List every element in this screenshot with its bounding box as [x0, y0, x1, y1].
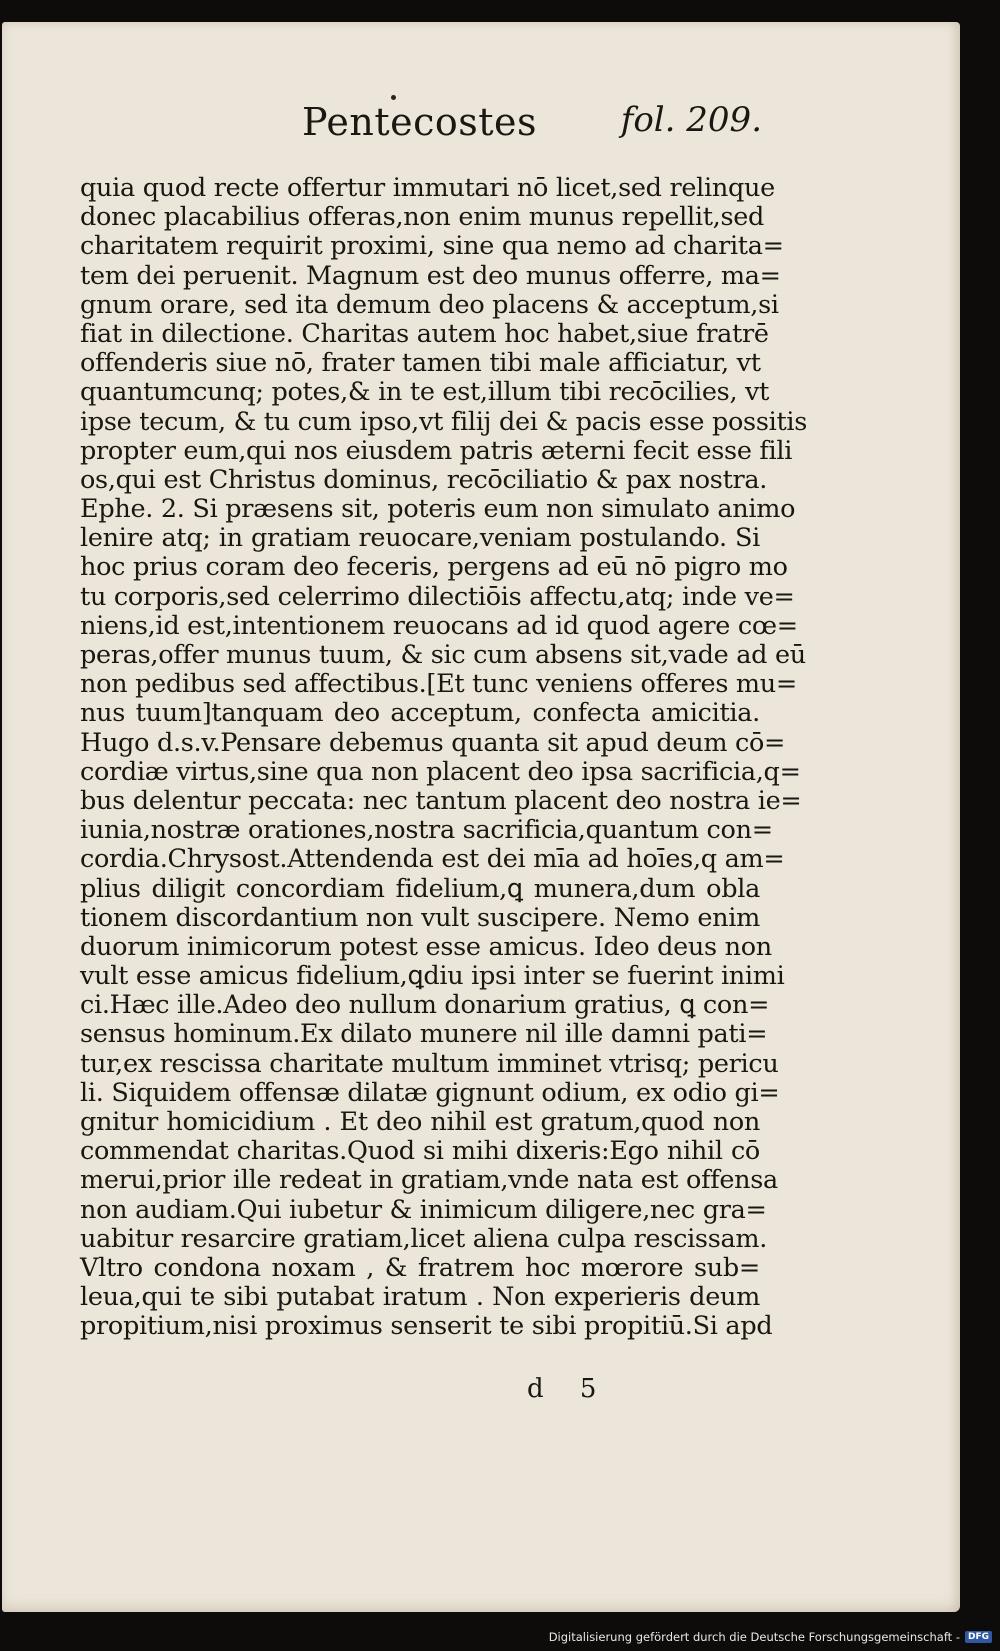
- text-line: hoc prius coram deo feceris, pergens ad eū nō pigro mo: [80, 552, 788, 583]
- text-line: commendat charitas.Quod si mihi dixeris:Ego nihil cō: [80, 1136, 760, 1167]
- text-line: charitatem requirit proximi, sine qua nemo ad charita=: [80, 231, 784, 262]
- text-line: non pedibus sed affectibus.[Et tunc veniens offeres mu=: [80, 669, 797, 700]
- text-line: os,qui est Christus dominus, recōciliatio & pax nostra.: [80, 464, 768, 495]
- text-line: tur,ex rescissa charitate multum imminet vtrisq; pericu: [80, 1048, 779, 1079]
- text-line: vult esse amicus fidelium,ꝗdiu ipsi inter se fuerint inimi: [80, 961, 785, 992]
- text-line: Ephe. 2. Si præsens sit, poteris eum non simulato animo: [80, 494, 796, 525]
- dfg-logo: DFG: [965, 1631, 992, 1643]
- text-line: gnitur homicidium . Et deo nihil est gratum,quod non: [80, 1107, 760, 1137]
- text-line: lenire atq; in gratiam reuocare,veniam postulando. Si: [80, 523, 760, 554]
- text-line: uabitur resarcire gratiam,licet aliena culpa rescissam.: [80, 1223, 768, 1254]
- text-line: niens,id est,intentionem reuocans ad id quod agere cœ=: [80, 610, 798, 641]
- text-line: offenderis siue nō, frater tamen tibi male afficiatur, vt: [80, 348, 761, 379]
- body-text: [80, 173, 808, 1342]
- text-line: plius diligit concordiam fidelium,ꝗ munera,dum obla: [80, 873, 760, 904]
- text-line: iunia,nostræ orationes,nostra sacrificia,quantum con=: [80, 815, 773, 846]
- text-line: cordia.Chrysost.Attendenda est dei mīa ad hoīes,q am=: [80, 844, 785, 875]
- text-line: nus tuum]tanquam deo acceptum, confecta amicitia.: [80, 698, 760, 729]
- page-header: [302, 100, 762, 160]
- text-line: tu corporis,sed celerrimo dilectiōis affectu,atq; inde ve=: [80, 581, 795, 612]
- text-line: donec placabilius offeras,non enim munus repellit,sed: [80, 202, 765, 233]
- text-line: duorum inimicorum potest esse amicus. Ideo deus non: [80, 931, 772, 962]
- text-line: Vltro condona noxam , & fratrem hoc mœrore sub=: [80, 1252, 760, 1283]
- text-line: merui,prior ille redeat in gratiam,vnde nata est offensa: [80, 1165, 778, 1196]
- text-line: li. Siquidem offensæ dilatæ gignunt odium, ex odio gi=: [80, 1077, 780, 1108]
- text-line: non audiam.Qui iubetur & inimicum diligere,nec gra=: [80, 1194, 767, 1225]
- text-line: ci.Hæc ille.Adeo deo nullum donarium gratius, ꝗ con=: [80, 990, 770, 1021]
- text-line: peras,offer munus tuum, & sic cum absens sit,vade ad eū: [80, 640, 806, 670]
- text-line: tem dei peruenit. Magnum est deo munus offerre, ma=: [80, 260, 781, 291]
- text-line: gnum orare, sed ita demum deo placens & acceptum,si: [80, 289, 779, 320]
- text-line: propitium,nisi proximus senserit te sibi propitiū.Si apd: [80, 1311, 773, 1342]
- text-line: tionem discordantium non vult suscipere. Nemo enim: [80, 902, 760, 933]
- book-page: [2, 22, 960, 1612]
- text-line: leua,qui te sibi putabat iratum . Non experieris deum: [80, 1282, 760, 1313]
- text-line: fiat in dilectione. Charitas autem hoc habet,siue fratrē: [80, 318, 769, 349]
- text-line: cordiæ virtus,sine qua non placent deo ipsa sacrificia,q=: [80, 756, 801, 787]
- text-line: sensus hominum.Ex dilato munere nil ille damni pati=: [80, 1019, 768, 1050]
- folio-number: fol. 209.: [620, 100, 762, 140]
- running-title: Pentecostes: [302, 100, 538, 144]
- text-line: quantumcunq; potes,& in te est,illum tibi recōcilies, vt: [80, 377, 770, 408]
- digitization-credit: [549, 1628, 992, 1646]
- text-line: ipse tecum, & tu cum ipso,vt filij dei & pacis esse possitis: [80, 406, 808, 437]
- text-line: quia quod recte offertur immutari nō licet,sed relinque: [80, 173, 775, 203]
- credit-text: Digitalisierung gefördert durch die Deutsche Forschungsgemeinschaft -: [548, 1630, 960, 1644]
- signature-mark: d 5: [527, 1374, 611, 1404]
- text-line: bus delentur peccata: nec tantum placent deo nostra ie=: [80, 785, 802, 816]
- text-line: Hugo d.s.v.Pensare debemus quanta sit apud deum cō=: [80, 727, 786, 758]
- text-line: propter eum,qui nos eiusdem patris æterni fecit esse fili: [80, 435, 793, 466]
